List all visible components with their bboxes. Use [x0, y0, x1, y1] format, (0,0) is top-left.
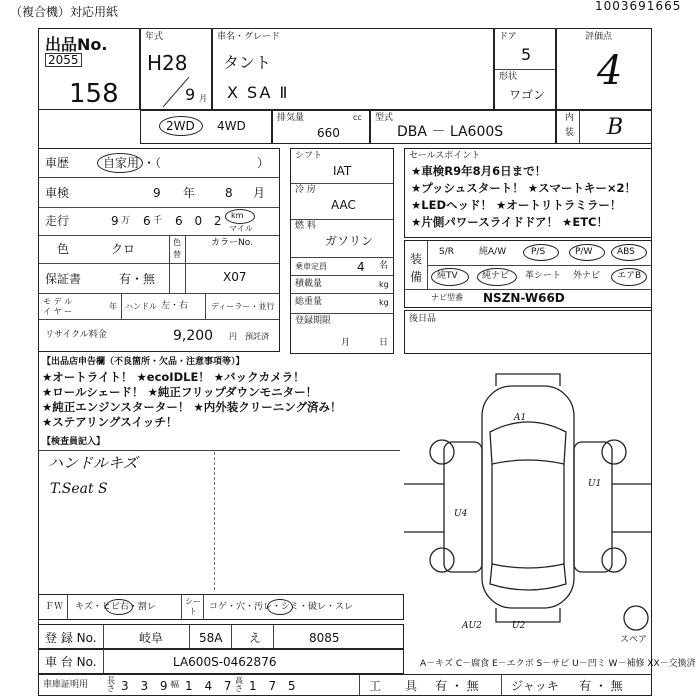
- handle-label: ハンドル: [125, 302, 157, 311]
- damage-a1: A1: [514, 413, 527, 423]
- equip-alloy: 純A/W: [479, 247, 507, 257]
- shift-value: IAT: [333, 164, 352, 178]
- aircon-value: AAC: [331, 198, 356, 212]
- seat-items: コゲ・穴・汚レ・シミ・破レ・スレ: [209, 602, 354, 612]
- entry-number: 158: [69, 79, 119, 109]
- displacement-value: 660: [317, 126, 340, 140]
- recycle-unit: 円: [229, 332, 237, 341]
- mileage-unit-mile: マイル: [229, 224, 253, 233]
- model-year-unit: 年: [109, 302, 117, 311]
- damage-u4: U4: [454, 509, 468, 519]
- equip-pw: P/W: [575, 247, 593, 257]
- sheet-number: 1003691665: [595, 0, 682, 13]
- inspection-year-unit: 年: [183, 186, 196, 200]
- wheel-rear-left: [430, 548, 454, 572]
- damage-legend: A－キズ C－腐食 E－エクボ S－サビ U－凹ミ W－補修 XX－交換済: [420, 659, 696, 669]
- registration-label: 登録期限: [295, 316, 332, 326]
- mileage-unit-km: km: [231, 211, 244, 220]
- mileage-man-unit: 万: [121, 216, 131, 226]
- seller-note-line: ★ステアリングスイッチ！: [42, 415, 178, 429]
- seller-note-line: ★オートライト！ ★ecoIDLE！ ★バックカメラ！: [42, 370, 305, 384]
- equip-ext-navi: 外ナビ: [573, 271, 601, 281]
- equip-leather: 革シート: [525, 271, 562, 281]
- wheel-front-left: [430, 440, 454, 464]
- equip-tv: 純TV: [437, 271, 458, 281]
- recycle-value: 9,200: [173, 328, 214, 344]
- inspector-handwriting: T.Seat S: [50, 481, 108, 497]
- navi-model-label: ナビ型番: [431, 293, 463, 302]
- registration-month-unit: 月: [341, 338, 351, 348]
- equip-abs: ABS: [617, 247, 635, 257]
- inspector-area: [38, 436, 400, 592]
- year-label: 年式: [145, 32, 164, 42]
- details-box: [38, 148, 280, 352]
- sales-point-line: ★車検R9年8月6日まで！: [411, 164, 547, 178]
- equip-sr: S/R: [439, 247, 454, 257]
- wheel-rear-right: [602, 548, 626, 572]
- displacement-box: [272, 110, 370, 144]
- cert-label: 車庫証明用: [43, 680, 89, 690]
- specs-box: [290, 148, 394, 354]
- warranty-label: 保証書: [45, 272, 82, 286]
- chassis-label: 車 台 No.: [45, 655, 97, 669]
- plate-number: 8085: [309, 631, 340, 645]
- jack-value: 有 ・ 無: [579, 679, 623, 693]
- capacity-value: 4: [357, 260, 365, 274]
- inspector-handwriting: ハンドルキズ: [48, 454, 138, 472]
- equipment-label-2: 備: [410, 270, 423, 284]
- tools-label: 工 具: [369, 679, 418, 693]
- inspection-month: 8: [225, 186, 233, 200]
- sales-points-label: セールスポイント: [409, 151, 481, 161]
- fw-seat-row: [38, 594, 404, 620]
- mileage-man: 9: [111, 214, 119, 228]
- year-divider: [161, 75, 191, 109]
- chassis-row: [38, 648, 404, 674]
- front-bumper: [496, 374, 560, 386]
- model-box: [370, 110, 556, 144]
- equip-ps: P/S: [531, 247, 546, 257]
- registration-day-unit: 日: [379, 338, 389, 348]
- handle-value: 左・右: [161, 301, 189, 311]
- drive-2wd: 2WD: [166, 119, 195, 133]
- cert-width-label: 幅: [171, 680, 179, 689]
- sales-point-line: ★プッシュスタート！ ★スマートキー×2！: [411, 181, 636, 195]
- model-year-label-1: モ デ ル: [43, 297, 73, 306]
- equipment-box: [404, 240, 652, 308]
- equip-navi: 純ナビ: [482, 271, 510, 281]
- year-value: H28: [147, 51, 188, 75]
- jack-label: ジャッキ: [511, 679, 559, 693]
- history-label: 車歴: [45, 156, 70, 170]
- damage-u2: U2: [512, 621, 526, 631]
- name-label: 車名・グレード: [217, 32, 281, 42]
- cert-length: 3 3 9: [121, 679, 172, 693]
- spare-tire: [624, 606, 648, 630]
- load-unit: kg: [379, 280, 389, 289]
- damage-au2: AU2: [462, 621, 482, 631]
- cert-row: [38, 674, 652, 696]
- equipment-label-1: 装: [410, 252, 423, 266]
- model-year-label-2: イ ヤ ー: [43, 307, 73, 316]
- history-paren: ・（ ）: [143, 156, 270, 170]
- door-value: 5: [521, 45, 532, 64]
- inspection-year: 9: [153, 186, 161, 200]
- drive-4wd: 4WD: [217, 119, 246, 133]
- color-no-label: カラーNo.: [211, 238, 253, 248]
- rating-label: 評価点: [585, 32, 613, 42]
- plate-class: 58A: [199, 631, 223, 645]
- seller-notes-label: 【出品店申告欄（不良箇所・欠品・注意事項等）】: [42, 357, 245, 367]
- rear-window: [490, 564, 566, 590]
- month-value: 9: [185, 85, 196, 104]
- entry-box: [38, 28, 140, 110]
- sales-point-line: ★片側パワースライドドア！ ★ETC！: [411, 215, 608, 229]
- rating-score: 4: [597, 48, 623, 94]
- color-value: クロ: [111, 242, 136, 256]
- inspection-label: 車検: [45, 186, 70, 200]
- sales-points-box: [404, 148, 652, 238]
- inspection-month-unit: 月: [253, 186, 266, 200]
- aircon-label: 冷 房: [295, 185, 316, 195]
- cert-length-label: 長さ: [107, 676, 115, 693]
- retrofit-box: [404, 310, 652, 354]
- seller-notes: [38, 356, 398, 434]
- spare-label: スペア: [620, 635, 648, 645]
- year-box: [140, 28, 212, 110]
- inspector-label: 【検査員記入】: [42, 437, 106, 447]
- load-label: 積載量: [295, 279, 323, 289]
- month-unit: 月: [199, 94, 207, 103]
- weight-label: 総重量: [295, 297, 323, 307]
- shift-label: シフト: [295, 151, 323, 161]
- recycle-note: 預託済: [245, 332, 269, 341]
- weight-unit: kg: [379, 298, 389, 307]
- dealer-label: ディーラー・並行: [211, 302, 275, 311]
- model-value: DBA － LA600S: [397, 124, 504, 140]
- name-box: [212, 28, 494, 110]
- plate-kana: え: [249, 631, 262, 645]
- door-label: ドア: [499, 32, 517, 42]
- color-label: 色: [57, 242, 70, 256]
- chassis-number: LA600S-0462876: [173, 655, 277, 669]
- sales-point-line: ★LEDヘッド！ ★オートリトラミラー！: [411, 198, 622, 212]
- color-side-2: 替: [173, 250, 181, 259]
- warranty-value: 有・無: [119, 272, 156, 286]
- wheel-front-right: [602, 440, 626, 464]
- fuel-value: ガソリン: [325, 234, 374, 248]
- cert-width: 1 4 7: [185, 679, 236, 693]
- door-box: [494, 28, 556, 110]
- tools-value: 有 ・ 無: [435, 679, 479, 693]
- car-diagram: [404, 372, 652, 634]
- displacement-label: 排気量: [277, 113, 305, 123]
- entry-label: 出品No.: [45, 35, 108, 54]
- form-title: （複合機）対応用紙: [10, 5, 119, 19]
- color-no-value: X07: [223, 270, 247, 284]
- recycle-label: リサイクル料金: [45, 330, 107, 340]
- windshield: [490, 422, 566, 464]
- navi-model-value: NSZN-W66D: [483, 291, 565, 305]
- car-grade: X SA Ⅱ: [227, 83, 290, 102]
- car-body-outline: [482, 386, 574, 608]
- cert-height-label: 高さ: [235, 676, 243, 693]
- history-value: 自家用: [103, 156, 140, 170]
- mileage-sen-unit: 千: [153, 216, 163, 226]
- seller-note-line: ★純正エンジンスターター！ ★内外装クリーニング済み！: [42, 400, 342, 414]
- color-side-1: 色: [173, 238, 181, 247]
- mileage-sen: 6: [143, 214, 151, 228]
- fuel-label: 燃 料: [295, 221, 316, 231]
- seat-label-2: ト: [189, 607, 197, 616]
- interior-grade: B: [607, 115, 624, 140]
- mileage-label: 走行: [45, 214, 70, 228]
- capacity-unit: 名: [379, 261, 389, 271]
- shape-value: ワゴン: [509, 88, 546, 102]
- fw-label: ＦＷ: [45, 602, 64, 612]
- car-name: タント: [223, 53, 272, 72]
- capacity-label: 乗車定員: [295, 262, 327, 271]
- rear-bumper: [496, 608, 560, 622]
- seller-note-line: ★ロールシェード！ ★純正フリップダウンモニター！: [42, 385, 318, 399]
- retrofit-label: 後日品: [409, 314, 437, 324]
- interior-box: [556, 110, 652, 144]
- rating-box: [556, 28, 652, 110]
- equip-airbag: エアB: [617, 271, 642, 281]
- fw-items: キズ・ヒビ右・割レ: [75, 602, 156, 612]
- interior-label-2: 装: [565, 128, 575, 138]
- entry-code: 2055: [45, 53, 82, 67]
- mileage-rest: 6 0 2: [175, 214, 226, 228]
- plate-row: [38, 624, 404, 650]
- cert-height: 1 7 5: [249, 679, 300, 693]
- damage-u1: U1: [588, 479, 602, 489]
- plate-city: 岐阜: [139, 631, 164, 645]
- drive-box: [140, 110, 272, 144]
- model-label: 型式: [375, 113, 394, 123]
- plate-label: 登 録 No.: [45, 631, 97, 645]
- seat-label-1: シー: [185, 597, 201, 606]
- interior-label-1: 内: [565, 113, 575, 123]
- shape-label: 形状: [499, 72, 518, 82]
- cc-unit: cc: [353, 113, 362, 122]
